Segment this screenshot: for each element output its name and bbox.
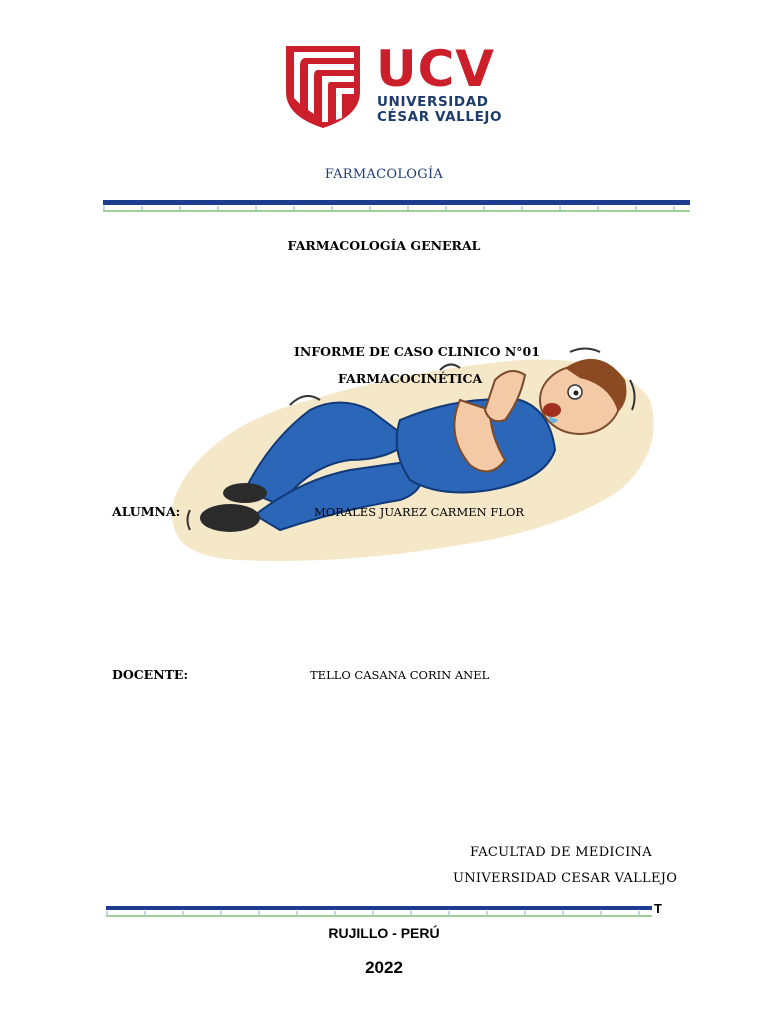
university-name: UNIVERSIDAD CESAR VALLEJO: [453, 871, 678, 886]
city-line: RUJILLO - PERÚ: [328, 925, 440, 941]
student-label: ALUMNA:: [112, 504, 181, 519]
year: 2022: [365, 958, 403, 977]
report-topic: FARMACOCINÉTICA: [338, 371, 483, 386]
faculty-name: FACULTAD DE MEDICINA: [470, 845, 652, 860]
bottom-divider-blue: [106, 906, 652, 910]
logo-line-1: UNIVERSIDAD: [377, 94, 489, 110]
subject-title: FARMACOLOGÍA GENERAL: [287, 238, 481, 253]
logo-line-2: CÉSAR VALLEJO: [377, 109, 503, 125]
bottom-divider: [106, 906, 652, 920]
report-title: INFORME DE CASO CLINICO N°01: [294, 344, 540, 359]
top-divider-blue: [103, 200, 690, 205]
top-divider: [103, 200, 690, 214]
ucv-shield-icon: [284, 44, 362, 130]
course-title: FARMACOLOGÍA: [324, 167, 444, 182]
logo-acronym: UCV: [376, 40, 495, 98]
stray-letter: T: [654, 901, 662, 916]
top-divider-green: [103, 210, 690, 212]
student-name: MORALES JUAREZ CARMEN FLOR: [314, 505, 525, 519]
bottom-divider-green: [106, 915, 652, 917]
teacher-label: DOCENTE:: [112, 667, 189, 682]
teacher-name: TELLO CASANA CORIN ANEL: [310, 668, 490, 682]
